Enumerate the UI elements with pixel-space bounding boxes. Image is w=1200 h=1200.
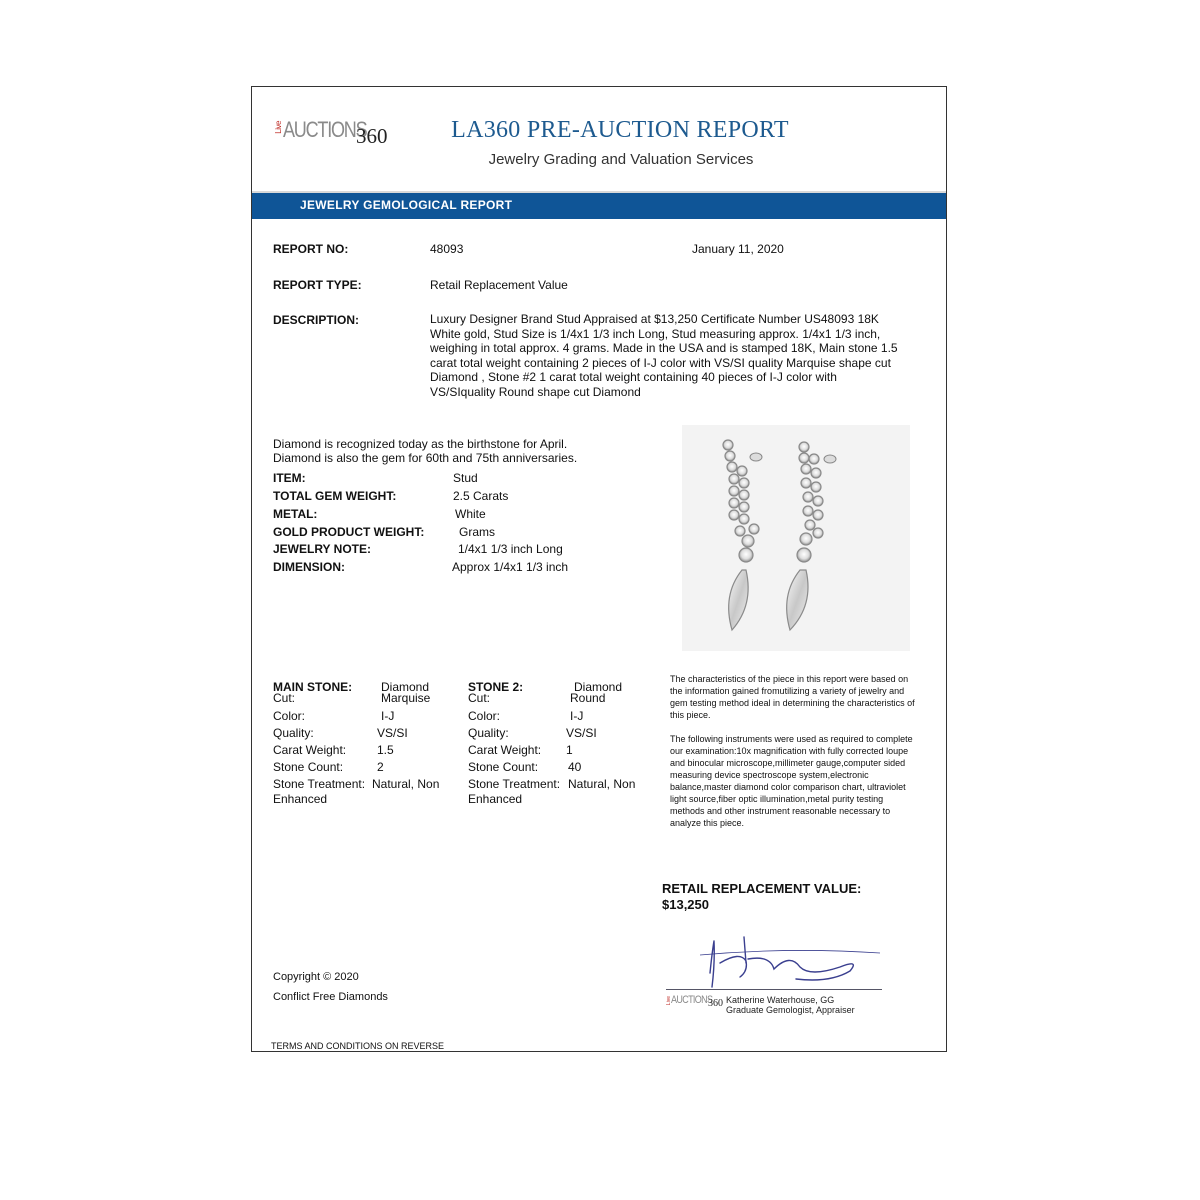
retail-value-block [662,881,861,913]
report-no-label: REPORT NO: [273,242,349,256]
signature-logo [666,994,730,1010]
main-stone-treatment-cont: Enhanced [273,792,328,806]
detail-label-item: ITEM: [273,471,306,485]
report-document [251,86,947,1052]
stone-2-carat-label: Carat Weight: [468,743,542,757]
logo-live-text: Live [274,121,283,134]
detail-value-gold-weight: Grams [459,525,495,539]
logo-number-text: 360 [356,124,388,148]
appraiser-name: Katherine Waterhouse, GG [726,995,835,1005]
stone-2-count: 40 [568,760,582,774]
description-label: DESCRIPTION: [273,313,360,327]
stone-2-quality: VS/SI [566,726,597,740]
main-stone-count: 2 [377,760,384,774]
description-text: Luxury Designer Brand Stud Appraised at $13,250 Certificate Number US48093 18K White gold, Stud Size is 1/4x1 1/3 inch Long, Stud measuring approx. 1/4x1 1/3 inch, weighing in total approx. 4 grams. Made in the USA and is stamped 18K, Main stone 1.5 carat total weight containing 2 pieces of I-J color with VS/SI quality Marquise shape cut Diamond , Stone #2 1 carat total weight containing 40 pieces of I-J color with VS/SIquality Round shape cut Diamond [430,312,898,399]
main-stone-count-label: Stone Count: [273,760,344,774]
appraiser-signature [700,933,890,995]
birthstone-line-1: Diamond is recognized today as the birthstone for April. [273,437,568,451]
report-type-label: REPORT TYPE: [273,278,362,292]
logo-auctions-text: AUCTIONS [283,117,367,142]
earrings-photo [682,425,910,651]
detail-label-metal: METAL: [273,507,318,521]
appraiser-info [726,995,855,1015]
birthstone-note [273,437,577,465]
detail-label-jewelry-note: JEWELRY NOTE: [273,542,372,556]
signature-logo-auctions: AUCTIONS [671,994,713,1006]
main-stone-color: I-J [381,709,395,723]
main-stone-block [273,680,463,820]
signature-logo-live: Live [666,996,672,1006]
detail-value-dimension: Approx 1/4x1 1/3 inch [452,560,569,574]
copyright-text: Copyright © 2020 [273,971,359,983]
stone-2-cut-label: Cut: [468,691,491,705]
appraiser-title: Graduate Gemologist, Appraiser [726,1005,855,1015]
report-date: January 11, 2020 [692,242,784,256]
report-subtitle: Jewelry Grading and Valuation Services [488,151,754,168]
detail-value-jewelry-note: 1/4x1 1/3 inch Long [458,542,563,556]
stone-2-color-label: Color: [468,709,501,723]
section-banner-label: JEWELRY GEMOLOGICAL REPORT [300,198,513,212]
detail-value-gem-weight: 2.5 Carats [453,489,509,503]
report-type-value: Retail Replacement Value [430,278,568,292]
detail-value-metal: White [455,507,486,521]
main-stone-carat: 1.5 [377,743,394,757]
methodology-paragraph-1: The characteristics of the piece in this report were based on the information gained fromutilizing a variety of jewelry and gem testing method ideal in determining the characteristics of this piece. [670,674,915,720]
stone-2-carat: 1 [566,743,573,757]
main-stone-type: Diamond [381,680,430,694]
copyright-block [273,967,388,1007]
signature-logo-number: 360 [708,998,723,1009]
stone-2-count-label: Stone Count: [468,760,539,774]
conflict-free-text: Conflict Free Diamonds [273,991,388,1003]
section-banner [252,191,946,219]
stone-2-type: Diamond [574,680,623,694]
earrings-image [682,425,910,651]
retail-value-label: RETAIL REPLACEMENT VALUE: [662,881,862,896]
retail-value-amount: $13,250 [662,897,709,912]
stone-2-heading: STONE 2: [468,680,524,694]
main-stone-quality-label: Quality: [273,726,314,740]
main-stone-cut-label: Cut: [273,691,296,705]
terms-note: TERMS AND CONDITIONS ON REVERSE [271,1041,445,1051]
stone-2-cut: Round [570,691,606,705]
stone-2-quality-label: Quality: [468,726,509,740]
methodology-paragraph-2: The following instruments were used as required to complete our examination:10x magnification with fully corrected loupe and binocular microscope,millimeter gauge,computer sided measuring device spectroscope system,electronic balance,master diamond color comparison chart, ultraviolet light source,fiber optic illumination,metal purity testing methods and other instrument reasonable necessary to analyze this piece. [670,734,913,828]
main-stone-quality: VS/SI [377,726,408,740]
main-stone-carat-label: Carat Weight: [273,743,347,757]
stone-2-treatment: Natural, Non [568,777,636,791]
detail-label-gem-weight: TOTAL GEM WEIGHT: [273,489,397,503]
detail-label-dimension: DIMENSION: [273,560,345,574]
birthstone-line-2: Diamond is also the gem for 60th and 75th anniversaries. [273,451,578,465]
stone-2-treatment-label: Stone Treatment: [468,777,561,791]
stone-2-block [468,680,658,820]
main-stone-treatment-label: Stone Treatment: [273,777,366,791]
main-stone-cut: Marquise [381,691,431,705]
signature-line [666,989,882,990]
stone-2-treatment-cont: Enhanced [468,792,523,806]
detail-value-item: Stud [453,471,478,485]
main-stone-treatment: Natural, Non [372,777,440,791]
main-stone-color-label: Color: [273,709,306,723]
detail-label-gold-weight: GOLD PRODUCT WEIGHT: [273,525,425,539]
main-stone-heading: MAIN STONE: [273,680,353,694]
report-no-value: 48093 [430,242,464,256]
report-title: LA360 PRE-AUCTION REPORT [451,117,789,143]
methodology-text [670,673,918,829]
stone-2-color: I-J [570,709,584,723]
